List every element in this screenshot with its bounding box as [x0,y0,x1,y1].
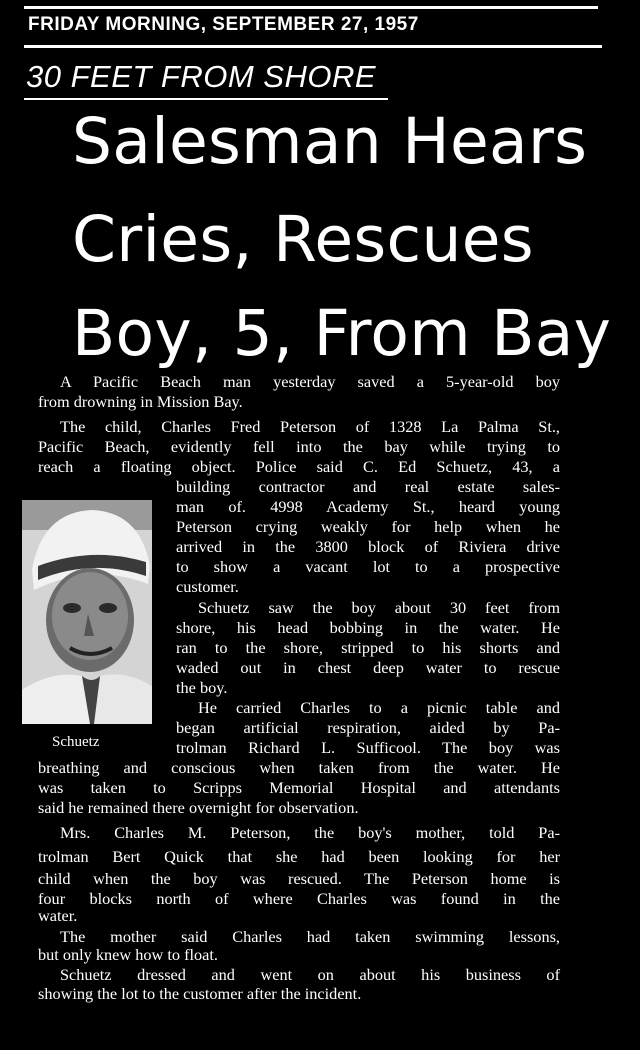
body-line: but only knew how to float. [38,945,218,964]
body-line: breathing and conscious when taken from the water. He [38,758,560,777]
body-line: shore, his head bobbing in the water. He [176,618,560,637]
body-line: Schuetz dressed and went on about his business of [60,965,560,984]
body-line: from drowning in Mission Bay. [38,392,243,411]
photo-caption: Schuetz [52,734,100,750]
body-line: was taken to Scripps Memorial Hospital and attendants [38,778,560,797]
body-line: Mrs. Charles M. Peterson, the boy's mother, told Pa- [60,823,560,842]
headline-line-1: Salesman Hears [72,105,588,178]
body-line: ran to the shore, stripped to his shorts and [176,638,560,657]
body-line: trolman Bert Quick that she had been looking for her [38,847,560,866]
body-line: reach a floating object. Police said C. Ed Schuetz, 43, a [38,457,560,476]
body-line: child when the boy was rescued. The Peterson home is [38,869,560,888]
body-line: Peterson crying weakly for help when he [176,517,560,536]
body-line: the boy. [176,678,228,697]
body-line: arrived in the 3800 block of Riviera drive [176,537,560,556]
body-line: trolman Richard L. Sufficool. The boy was [176,738,560,757]
body-line: to show a vacant lot to a prospective [176,557,560,576]
dateline: FRIDAY MORNING, SEPTEMBER 27, 1957 [28,14,419,35]
body-line: customer. [176,577,239,596]
top-rule [24,6,598,9]
body-line: waded out in chest deep water to rescue [176,658,560,677]
body-line: A Pacific Beach man yesterday saved a 5-year-old boy [60,372,560,391]
portrait-image [22,500,152,724]
body-line: The mother said Charles had taken swimming lessons, [60,927,560,946]
body-line: showing the lot to the customer after the incident. [38,984,362,1003]
headline-line-3: Boy, 5, From Bay [72,297,612,370]
body-line: four blocks north of where Charles was found in the [38,889,560,908]
body-line: man of. 4998 Academy St., heard young [176,497,560,516]
body-line: said he remained there overnight for observation. [38,798,359,817]
body-line: building contractor and real estate sales- [176,477,560,496]
body-line: Pacific Beach, evidently fell into the bay while trying to [38,437,560,456]
headline-line-2: Cries, Rescues [72,203,534,276]
body-line: water. [38,906,78,925]
body-line: He carried Charles to a picnic table and [198,698,560,717]
body-line: The child, Charles Fred Peterson of 1328 La Palma St., [60,417,560,436]
body-line: Schuetz saw the boy about 30 feet from [198,598,560,617]
portrait-photo [22,500,152,724]
body-line: began artificial respiration, aided by Pa- [176,718,560,737]
kicker-headline: 30 FEET FROM SHORE [26,59,377,94]
kicker-rule [24,98,388,100]
dateline-rule [24,45,602,48]
